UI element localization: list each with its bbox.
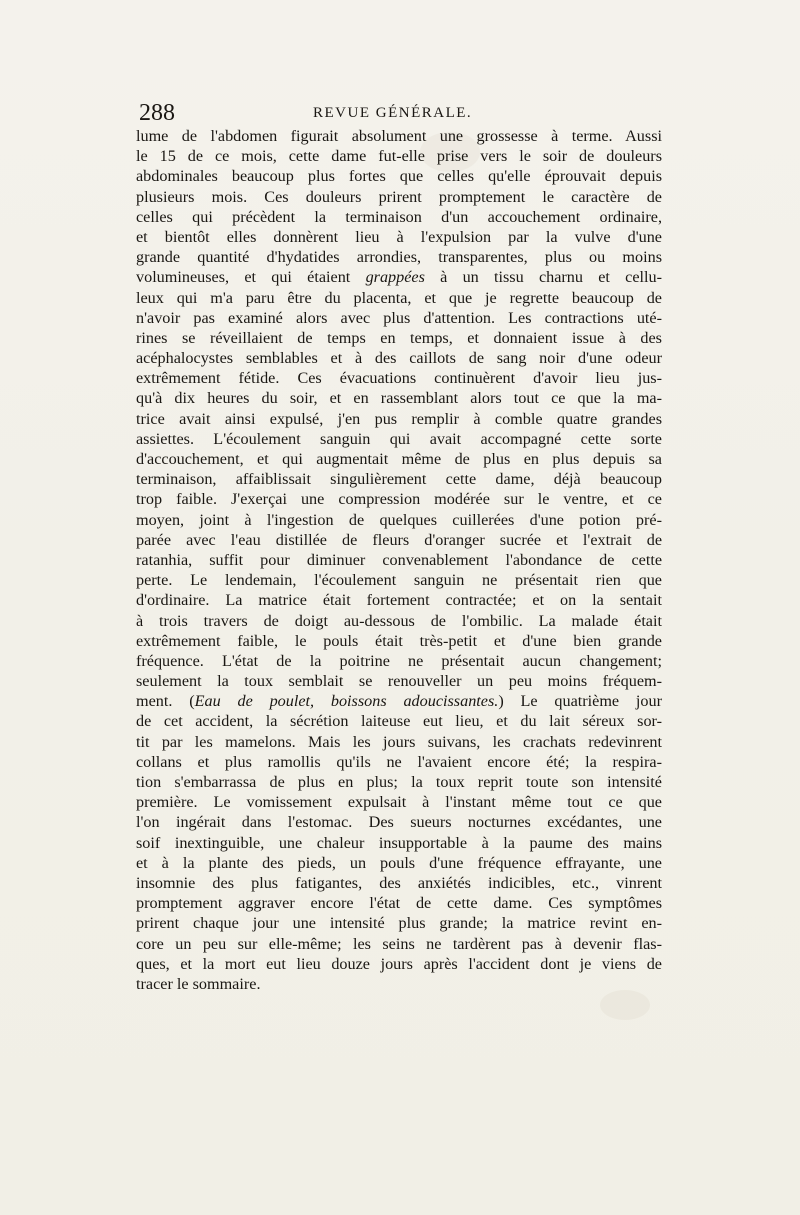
text-line: core un peu sur elle-même; les seins ne tardèrent pas à devenir flas- xyxy=(136,934,662,953)
text-line: rines se réveillaient de temps en temps, et donnaient issue à des xyxy=(136,328,662,347)
text-line: trop faible. J'exerçai une compression modérée sur le ventre, et ce xyxy=(136,490,662,509)
text-line: extrêmement fétide. Ces évacuations continuèrent d'avoir lieu jus- xyxy=(136,369,662,388)
text-line: soif inextinguible, une chaleur insupportable à la paume des mains xyxy=(136,833,662,852)
body-text xyxy=(136,126,662,994)
text-line: celles qui précèdent la terminaison d'un accouchement ordinaire, xyxy=(136,207,662,226)
text-line: d'accouchement, et qui augmentait même de plus en plus depuis sa xyxy=(136,450,662,468)
running-head: REVUE GÉNÉRALE. xyxy=(313,105,473,121)
text-line: d'ordinaire. La matrice était fortement contractée; et on la sentait xyxy=(136,591,662,610)
text-line: n'avoir pas examiné alors avec plus d'attention. Les contractions uté- xyxy=(136,308,662,327)
paper-stain xyxy=(600,990,650,1020)
text-line: extrêmement faible, le pouls était très-petit et d'une bien grande xyxy=(136,631,662,650)
text-line: tracer le sommaire. xyxy=(136,974,261,993)
text-line: promptement aggraver encore l'état de cette dame. Ces symptômes xyxy=(136,894,662,913)
text-line: assiettes. L'écoulement sanguin qui avait accompagné cette sorte xyxy=(136,429,662,448)
text-line: première. Le vomissement expulsait à l'instant même tout ce que xyxy=(136,793,662,812)
text-line: et bientôt elles donnèrent lieu à l'expulsion par la vulve d'une xyxy=(136,227,662,246)
text-line: à trois travers de doigt au-dessous de l'ombilic. La malade était xyxy=(136,611,662,630)
text-line: fréquence. L'état de la poitrine ne présentait aucun changement; xyxy=(136,651,662,670)
text-line: moyen, joint à l'ingestion de quelques cuillerées d'une potion pré- xyxy=(136,510,662,529)
text-line: terminaison, affaiblissait singulièrement cette dame, déjà beaucoup xyxy=(136,470,662,489)
text-line: l'on ingérait dans l'estomac. Des sueurs nocturnes excédantes, une xyxy=(136,813,662,832)
text-line: tit par les mamelons. Mais les jours suivans, les crachats redevinrent xyxy=(136,732,662,751)
text-line: lume de l'abdomen figurait absolument une grossesse à terme. Aussi xyxy=(136,127,662,145)
text-line: prirent chaque jour une intensité plus grande; la matrice revint en- xyxy=(136,914,662,933)
text-line: ratanhia, suffit pour diminuer convenablement l'abondance de cette xyxy=(136,550,662,569)
text-line: le 15 de ce mois, cette dame fut-elle prise vers le soir de douleurs xyxy=(136,147,662,166)
italic-text: grappées xyxy=(365,268,425,287)
text-line: qu'à dix heures du soir, et en rassemblant alors tout ce que la ma- xyxy=(136,389,662,408)
text-line: ques, et la mort eut lieu douze jours après l'accident dont je viens de xyxy=(136,954,662,973)
page-header xyxy=(133,100,665,126)
page-number: 288 xyxy=(139,100,175,126)
text-line: collans et plus ramollis qu'ils ne l'avaient encore été; la respira- xyxy=(136,752,662,771)
text-line: leux qui m'a paru être du placenta, et que je regrette beaucoup de xyxy=(136,288,662,307)
text-line: grande quantité d'hydatides arrondies, transparentes, plus ou moins xyxy=(136,248,662,267)
text-line: tion s'embarrassa de plus en plus; la toux reprit toute son intensité xyxy=(136,773,662,791)
text-line: volumineuses, et qui étaient grappées à un tissu charnu et cellu- xyxy=(136,268,663,287)
text-line: acéphalocystes semblables et à des caillots de sang noir d'une odeur xyxy=(136,349,662,368)
text-line: trice avait ainsi expulsé, j'en pus remplir à comble quatre grandes xyxy=(136,409,662,428)
text-line: abdominales beaucoup plus fortes que celles qu'elle éprouvait depuis xyxy=(136,167,662,186)
italic-text: Eau de poulet, boissons adoucissantes. xyxy=(194,692,499,711)
text-line: de cet accident, la sécrétion laiteuse eut lieu, et du lait séreux sor- xyxy=(136,712,662,731)
text-line: ment. (Eau de poulet, boissons adoucissantes.) Le quatrième jour xyxy=(136,692,662,711)
text-line: et à la plante des pieds, un pouls d'une fréquence effrayante, une xyxy=(136,853,662,872)
text-line: perte. Le lendemain, l'écoulement sanguin ne présentait rien que xyxy=(136,571,662,590)
text-line: parée avec l'eau distillée de fleurs d'oranger sucrée et l'extrait de xyxy=(136,530,662,549)
text-line: seulement la toux semblait se renouveller un peu moins fréquem- xyxy=(136,672,662,691)
text-line: plusieurs mois. Ces douleurs prirent promptement le caractère de xyxy=(136,187,662,206)
text-line: insomnie des plus fatigantes, des anxiétés indicibles, etc., vinrent xyxy=(136,873,662,892)
